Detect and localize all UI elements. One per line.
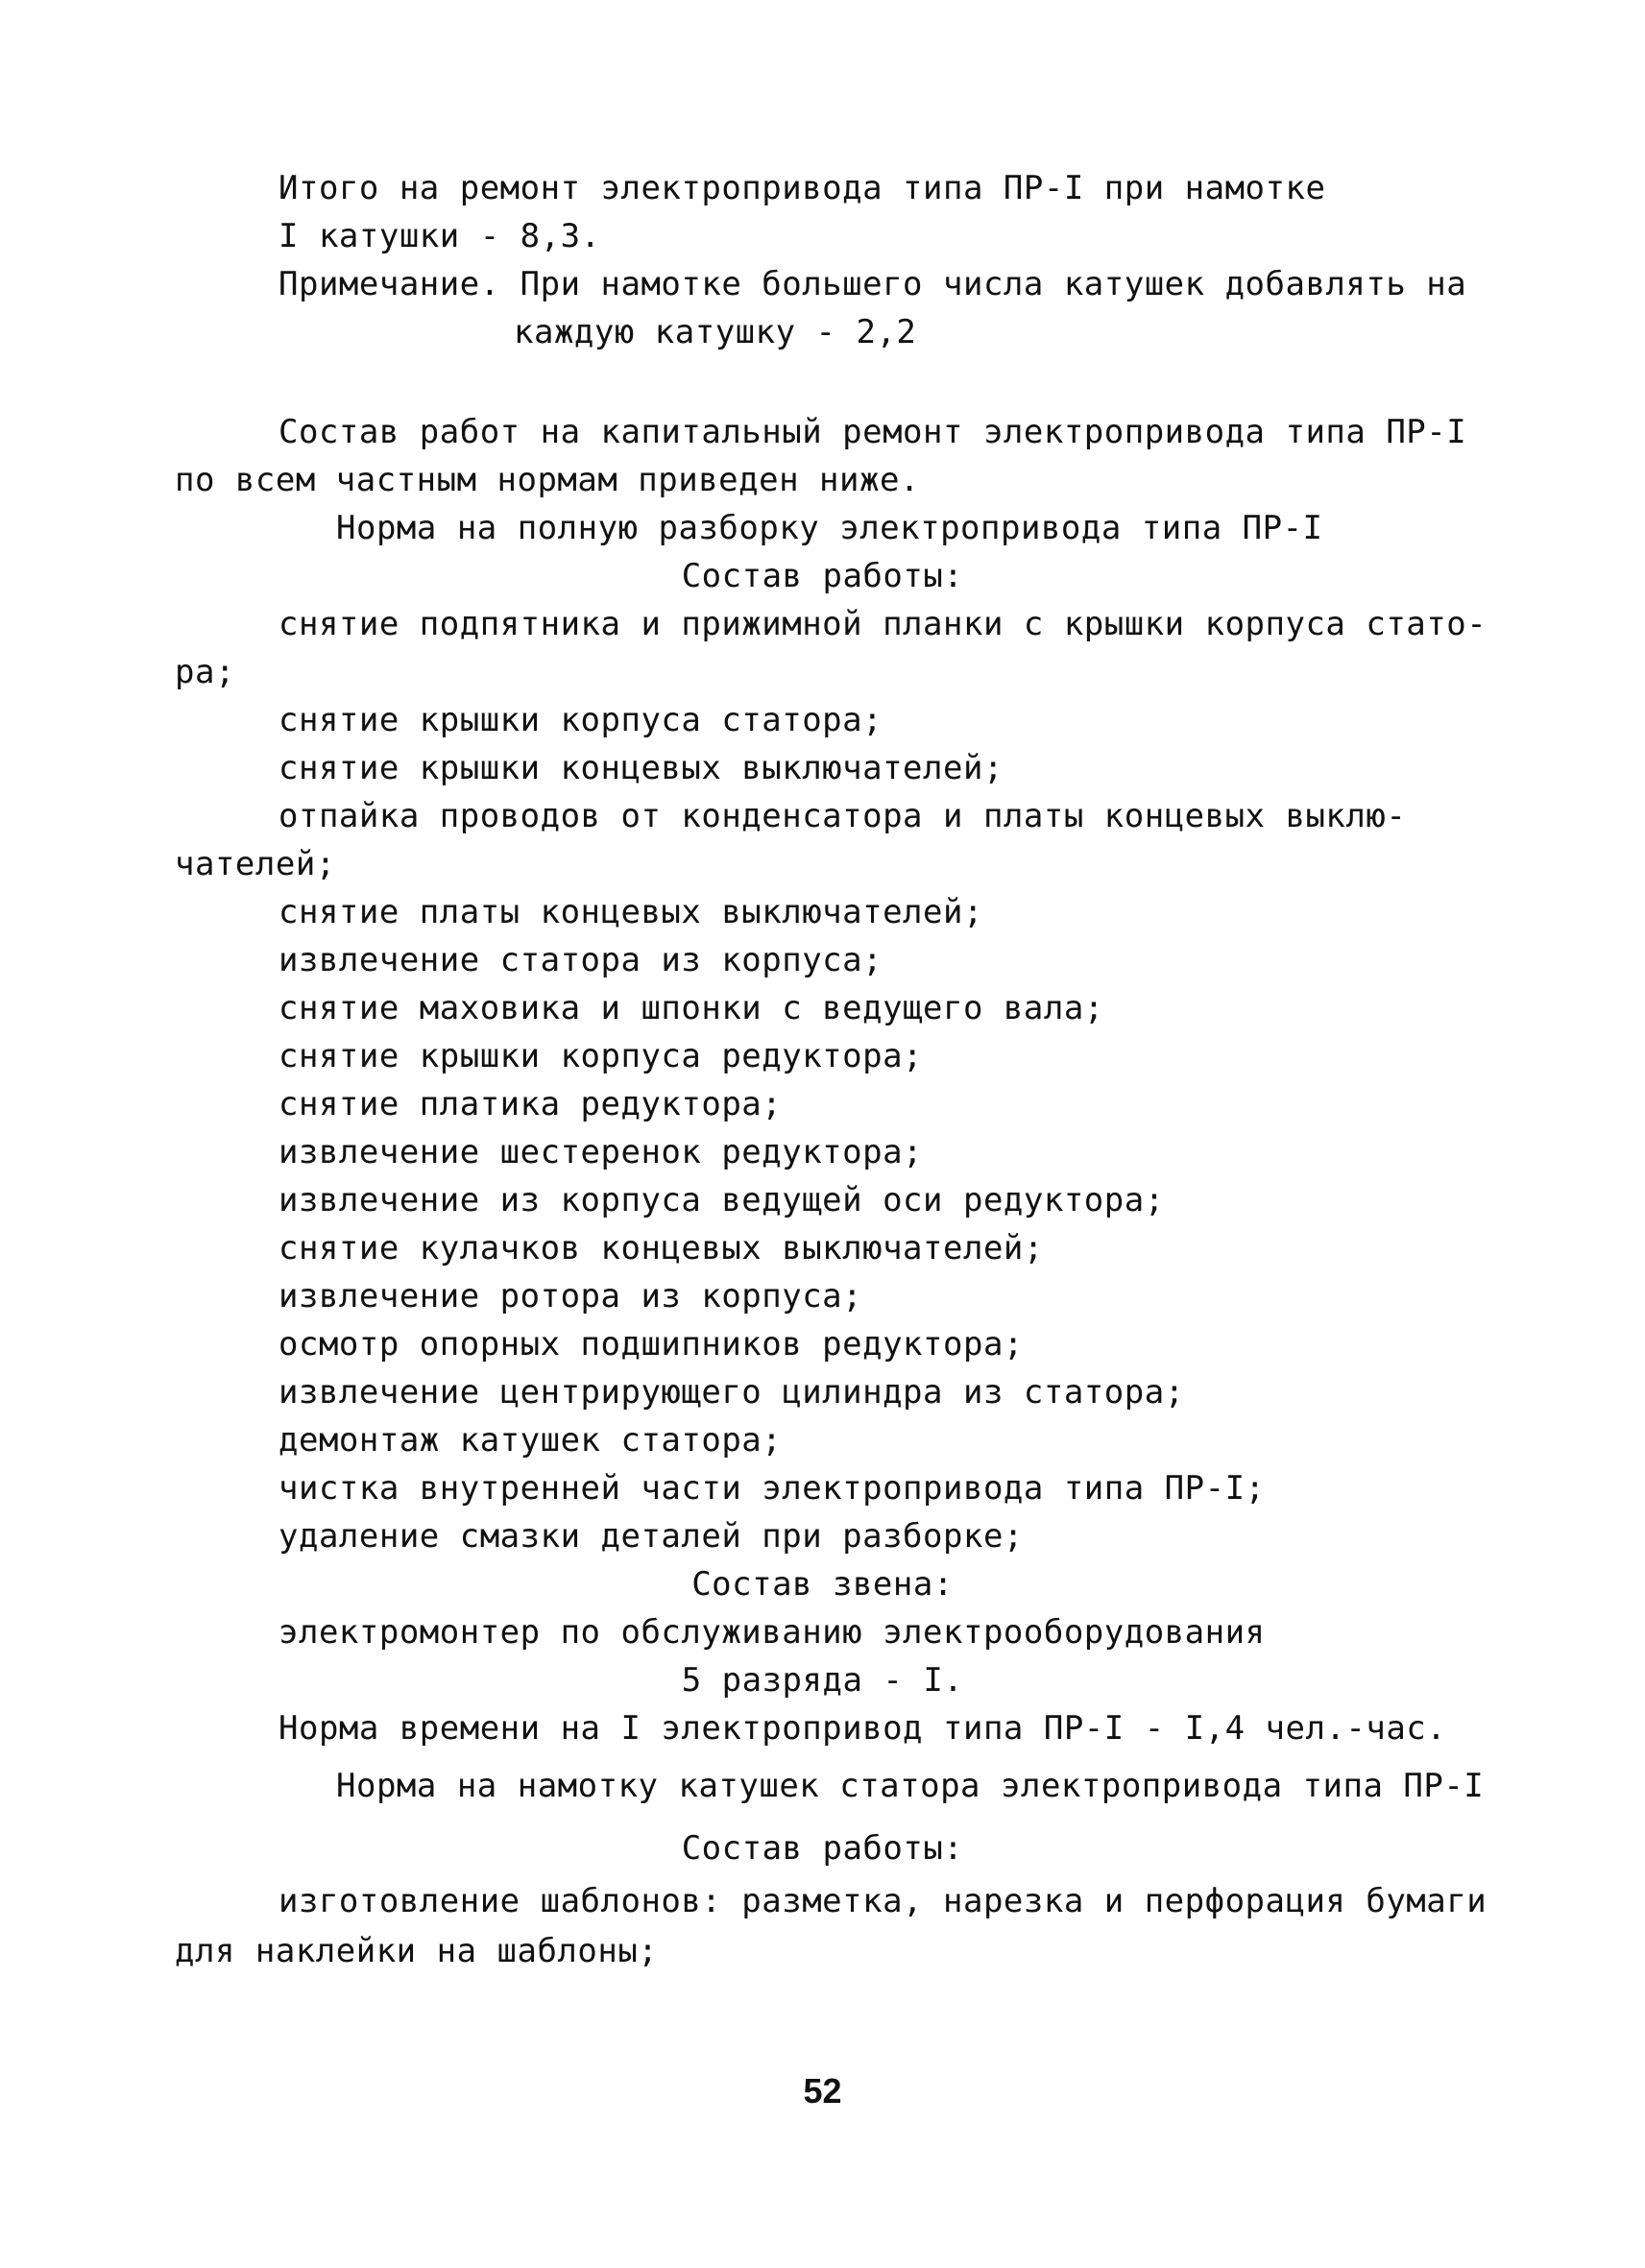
crew-heading: Состав звена: bbox=[691, 1565, 954, 1604]
list-item: снятие маховика и шпонки с ведущего вала; bbox=[278, 989, 1104, 1027]
list-item: отпайка проводов от конденсатора и платы концевых выклю- bbox=[278, 797, 1407, 835]
list-item: снятие крышки корпуса статора; bbox=[278, 701, 883, 739]
intro-line-2: по всем частным нормам приведен ниже. bbox=[175, 461, 920, 499]
list-item: извлечение из корпуса ведущей оси редуктора; bbox=[278, 1181, 1165, 1219]
section2-work-heading: Состав работы: bbox=[681, 1829, 964, 1868]
summary-line-1: Итого на ремонт электропривода типа ПР-I при намотке bbox=[278, 169, 1326, 207]
list-item: демонтаж катушек статора; bbox=[278, 1421, 783, 1460]
list-item: снятие крышки концевых выключателей; bbox=[278, 749, 1004, 787]
list-item: снятие крышки корпуса редуктора; bbox=[278, 1037, 924, 1075]
crew-line-2: 5 разряда - I. bbox=[681, 1661, 964, 1700]
section1-title: Норма на полную разборку электропривода типа ПР-I bbox=[336, 509, 1323, 547]
section2-item-line-2: для наклейки на шаблоны; bbox=[175, 1932, 659, 1970]
list-item: извлечение центрирующего цилиндра из статора; bbox=[278, 1373, 1185, 1411]
list-item: извлечение ротора из корпуса; bbox=[278, 1277, 863, 1315]
time-norm: Норма времени на I электропривод типа ПР-I - I,4 чел.-час. bbox=[278, 1709, 1447, 1748]
list-item: снятие платы концевых выключателей; bbox=[278, 893, 983, 931]
list-item: удаление смазки деталей при разборке; bbox=[278, 1517, 1024, 1556]
section1-work-heading: Состав работы: bbox=[681, 557, 964, 595]
page-number: 52 bbox=[803, 2071, 842, 2111]
list-item: осмотр опорных подшипников редуктора; bbox=[278, 1325, 1024, 1363]
note-line-2: каждую катушку - 2,2 bbox=[514, 313, 917, 351]
intro-line-1: Состав работ на капитальный ремонт электропривода типа ПР-I bbox=[278, 413, 1467, 451]
list-item: извлечение шестеренок редуктора; bbox=[278, 1133, 924, 1171]
crew-line-1: электромонтер по обслуживанию электрооборудования bbox=[278, 1613, 1266, 1652]
section2-title: Норма на намотку катушек статора электропривода типа ПР-I bbox=[336, 1767, 1485, 1805]
section2-item-line-1: изготовление шаблонов: разметка, нарезка и перфорация бумаги bbox=[278, 1882, 1488, 1920]
list-item: снятие кулачков концевых выключателей; bbox=[278, 1229, 1044, 1267]
list-item: извлечение статора из корпуса; bbox=[278, 941, 883, 979]
note-line-1: Примечание. При намотке большего числа катушек добавлять на bbox=[278, 265, 1467, 303]
list-item: ра; bbox=[175, 653, 235, 691]
list-item: чистка внутренней части электропривода типа ПР-I; bbox=[278, 1469, 1266, 1508]
summary-line-2: I катушки - 8,3. bbox=[278, 217, 601, 255]
list-item: снятие подпятника и прижимной планки с крышки корпуса стато- bbox=[278, 605, 1488, 643]
list-item: снятие платика редуктора; bbox=[278, 1085, 783, 1123]
list-item: чателей; bbox=[175, 845, 336, 883]
